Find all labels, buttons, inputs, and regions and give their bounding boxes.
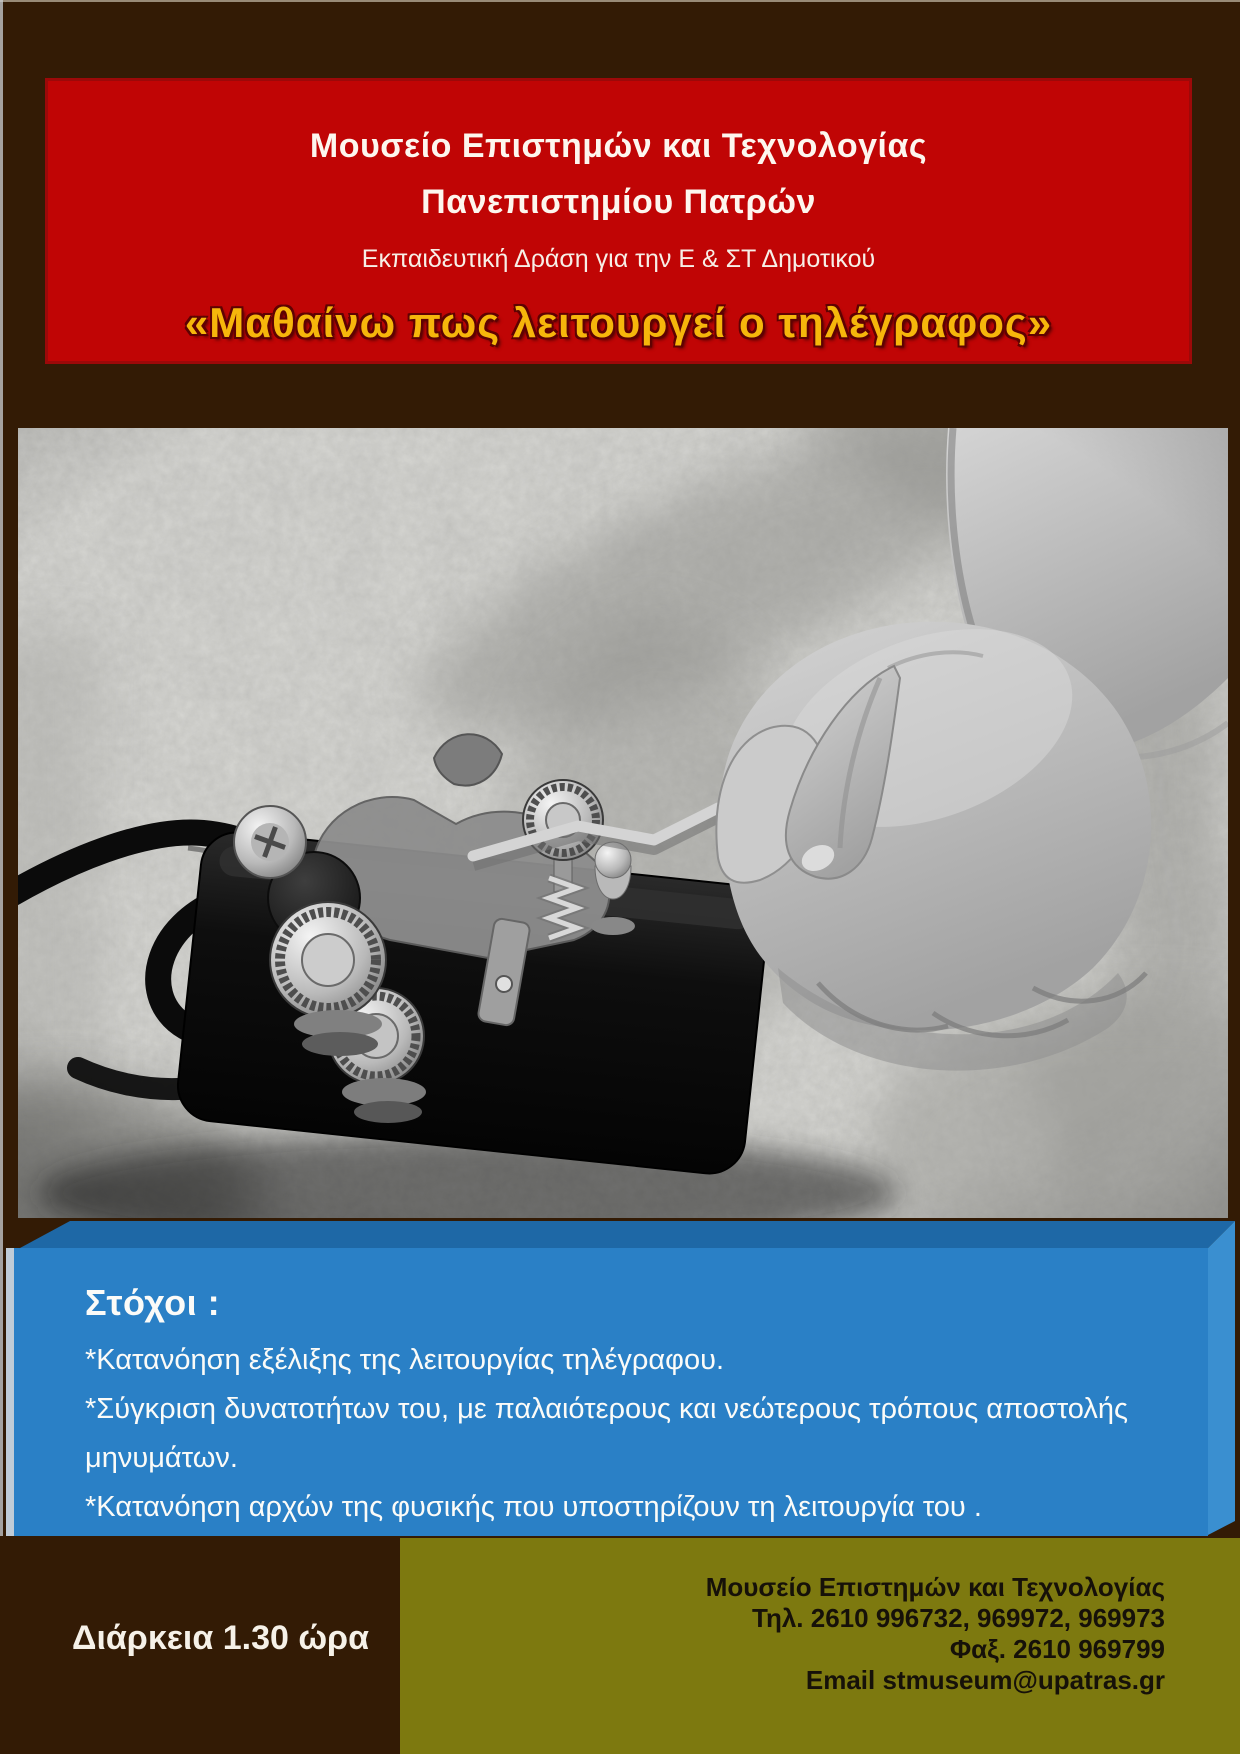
page-left-edge-line xyxy=(0,0,3,1536)
page-top-edge-line xyxy=(0,0,1240,2)
photo-vignette xyxy=(18,428,1228,1218)
objective-item: *Σύγκριση δυνατοτήτων του, με παλαιότερους και νεώτερους τρόπους αποστολής μηνυμάτων. xyxy=(85,1393,1128,1474)
contact-phone: Τηλ. 2610 996732, 969972, 969973 xyxy=(752,1603,1165,1633)
contact-email: Email stmuseum@upatras.gr xyxy=(805,1665,1165,1695)
museum-title-line1: Μουσείο Επιστημών και Τεχνολογίας xyxy=(309,127,928,165)
program-title: «Μαθαίνω πως λειτουργεί ο τηλέγραφος» xyxy=(184,299,1053,346)
contact-name: Μουσείο Επιστημών και Τεχνολογίας xyxy=(705,1572,1165,1602)
header-red-box xyxy=(45,78,1192,364)
contact-olive-box xyxy=(400,1538,1240,1754)
objective-item: *Κατανόηση εξέλιξης της λειτουργίας τηλέγραφου. xyxy=(85,1344,725,1376)
blue-box-side-bevel xyxy=(1208,1221,1235,1535)
blue-box-top-bevel xyxy=(20,1221,1235,1248)
telegraph-key-photo xyxy=(18,428,1228,1218)
header-subtitle: Εκπαιδευτική Δράση για την Ε & ΣΤ Δημοτικού xyxy=(361,245,876,273)
objective-item: *Κατανόηση αρχών της φυσικής που υποστηρίζουν τη λειτουργία του . xyxy=(85,1491,982,1523)
objectives-text xyxy=(85,1282,1130,1532)
museum-title-line2: Πανεπιστημίου Πατρών xyxy=(421,183,816,221)
duration-label: Διάρκεια 1.30 ώρα xyxy=(72,1619,369,1657)
blue-box-left-highlight xyxy=(6,1248,14,1536)
objectives-title: Στόχοι : xyxy=(85,1282,221,1323)
contact-fax: Φαξ. 2610 969799 xyxy=(949,1634,1165,1664)
